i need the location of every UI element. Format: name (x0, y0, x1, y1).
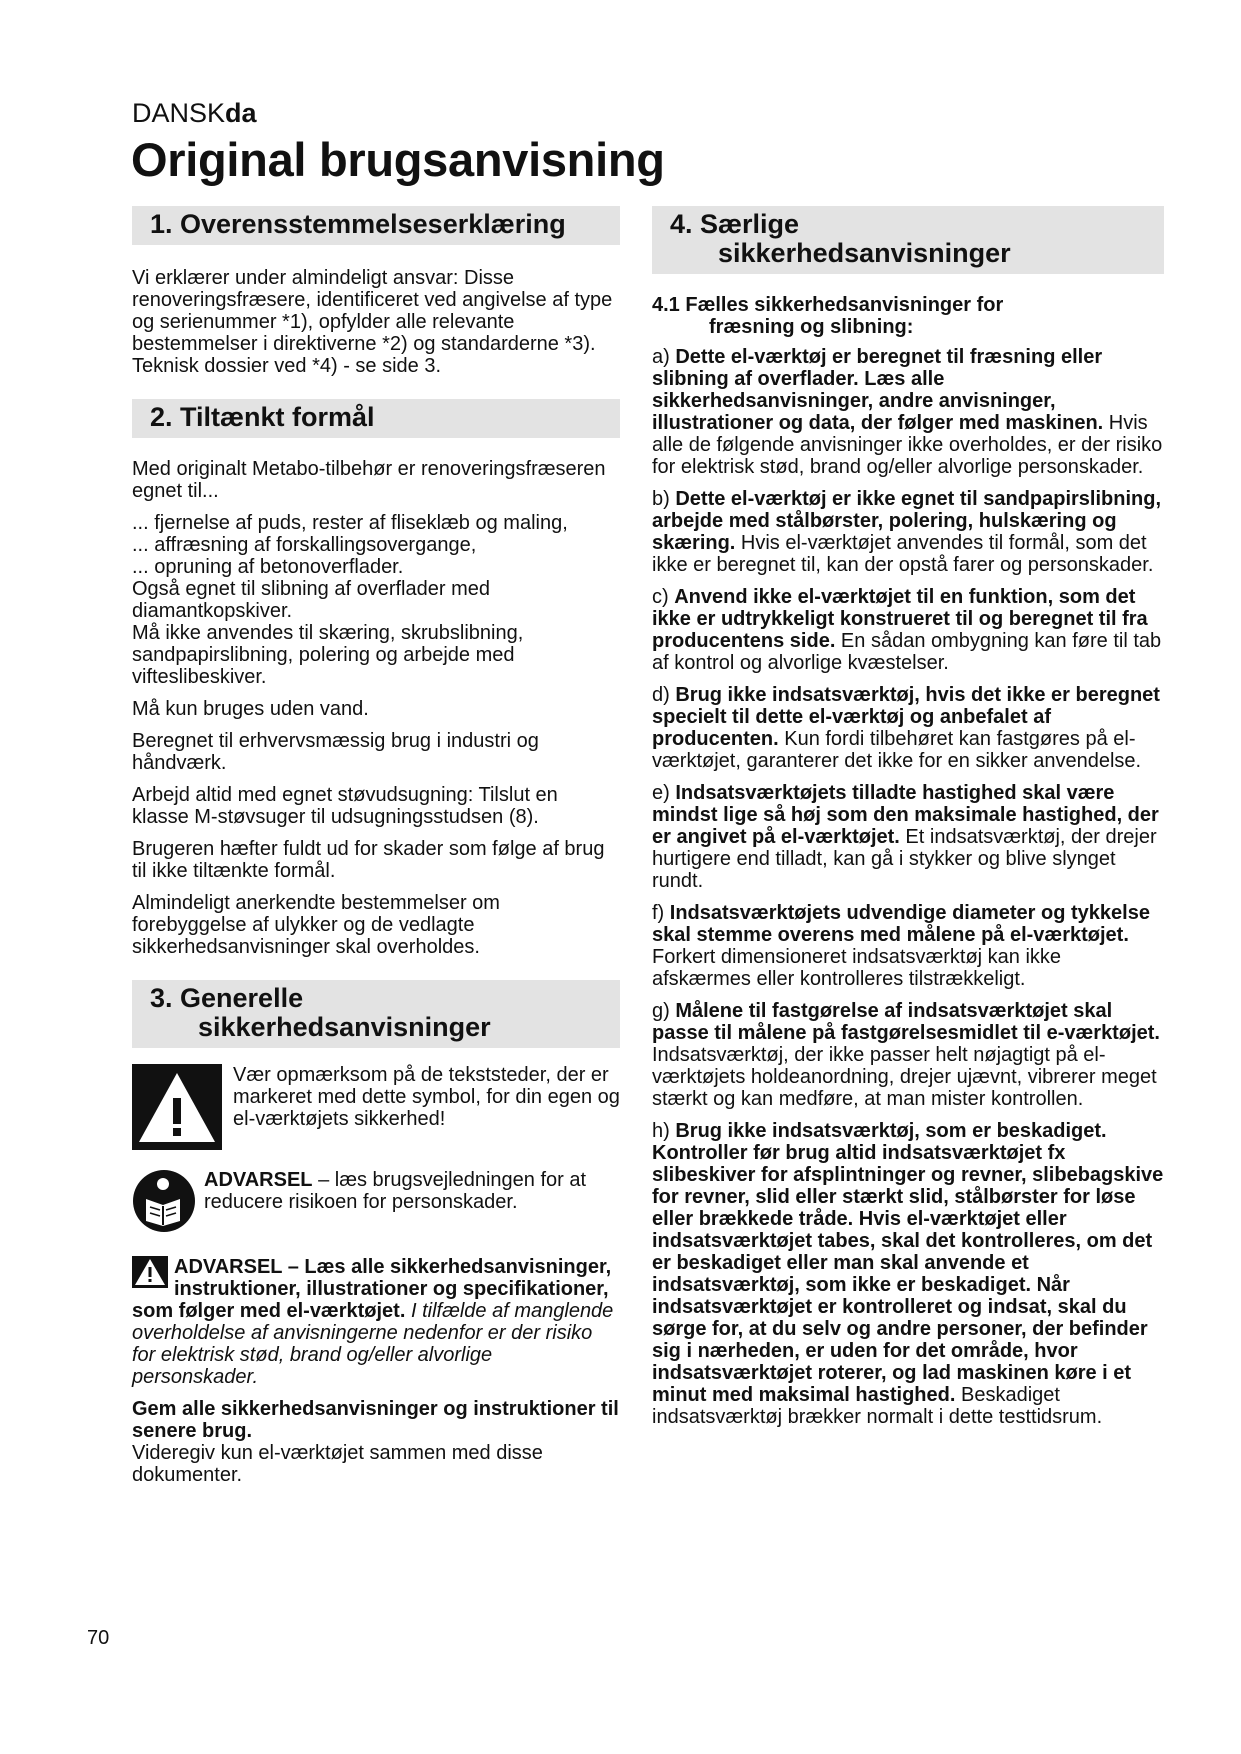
attention-text: Vær opmærksom på de tekststeder, der er markeret med dette symbol, for din egen og el-værktøjets sikkerhed! (233, 1064, 620, 1130)
item-text: Hvis el-værktøjet anvendes til formål, som det ikke er beregnet til, kan der opstå farer og personskader. (652, 532, 1154, 576)
safety-item-b (652, 488, 1164, 576)
section2-dust: Arbejd altid med egnet støvudsugning: Tilslut en klasse M-støvsuger til udsugningsstudsen (8). (132, 784, 558, 828)
section3-heading (132, 980, 620, 1048)
section2-commercial: Beregnet til erhvervsmæssig brug i industri og håndværk. (132, 730, 539, 774)
section1-text: Vi erklærer under almindeligt ansvar: Disse renoveringsfræsere, identificeret ved angivelse af type og serienummer *1), opfylder alle relevante bestemmelser i direktiverne *2) og standarderne *3). Teknisk dossier ved *4) - se side 3. (132, 267, 613, 377)
item-letter: b) (652, 488, 676, 510)
list-item: ... fjernelse af puds, rester af fliseklæb og maling, (132, 512, 568, 534)
page-number: 70 (87, 1627, 110, 1649)
keep-instructions-text: Videregiv kun el-værktøjet sammen med disse dokumenter. (132, 1442, 543, 1486)
section2-not: Må ikke anvendes til skæring, skrubslibning, sandpapirslibning, polering og arbejde med vifteslibeskiver. (132, 622, 524, 688)
section2-also: Også egnet til slibning af overflader med diamantkopskiver. (132, 578, 490, 622)
language-code: da (225, 98, 257, 128)
item-bold: Anvend ikke el-værktøjet til en funktion, som det ikke er udtrykkeligt konstrueret til og beregnet til fra producentens side. (652, 586, 1148, 652)
item-letter: h) (652, 1120, 676, 1142)
item-bold: Indsatsværktøjets tilladte hastighed skal være mindst lige så høj som den maksimale hastighed, der er angivet på el-værktøjet. (652, 782, 1159, 848)
keep-instructions-bold: Gem alle sikkerhedsanvisninger og instruktioner til senere brug. (132, 1398, 619, 1442)
left-column (132, 206, 620, 1486)
item-text: Kun fordi tilbehøret kan fastgøres på el-værktøjet, garanterer det ikke for en sikker anvendelse. (652, 728, 1142, 772)
keep-instructions (132, 1398, 620, 1486)
item-bold: Dette el-værktøj er ikke egnet til sandpapirslibning, arbejde med stålbørster, polering, hulskæring og skæring. (652, 488, 1162, 554)
section1-heading: 1. Overensstemmelseserklæring (132, 206, 620, 245)
safety-item-f (652, 902, 1164, 990)
section4-heading-line1: 4. Særlige (670, 209, 800, 239)
right-column (652, 206, 1164, 1438)
subsection-heading-line2: fræsning og slibning: (709, 316, 914, 338)
list-item: ... affræsning af forskallingsovergange, (132, 534, 477, 556)
item-bold: Brug ikke indsatsværktøj, som er beskadiget. Kontroller før brug altid indsatsværktøjet fx slibeskiver for afsplintninger og revner, slibebagskive for revner, slid eller stærkt slid, stålbørster for løse eller brækkede tråde. Hvis el-værktøjet eller indsatsværktøjet tabes, skal det kontrolleres, om det er beskadiget eller man skal anvende et indsatsværktøj, som ikke er beskadiget. Når indsatsværktøjet er kontrolleret og indsat, skal du sørge for, at du selv og andre personer, der befinder sig i nærheden, er uden for det område, hvor indsatsværktøjet roterer, og lad maskinen køre i et minut med maksimal hastighed. (652, 1120, 1164, 1406)
list-item: ... opruning af betonoverflader. (132, 556, 404, 578)
section2-intro: Med originalt Metabo-tilbehør er renoveringsfræseren egnet til... (132, 458, 606, 502)
item-letter: g) (652, 1000, 676, 1022)
subsection-4-1-heading (652, 294, 1164, 338)
section4-heading (652, 206, 1164, 274)
section2-liability: Brugeren hæfter fuldt ud for skader som følge af brug til ikke tiltænkte formål. (132, 838, 605, 882)
warning-triangle-icon (132, 1064, 222, 1155)
item-bold: Målene til fastgørelse af indsatsværktøjet skal passe til målene på fastgørelsesmidlet til e-værktøjet. (652, 1000, 1160, 1044)
manual-block (132, 1169, 620, 1238)
attention-block (132, 1064, 620, 1155)
section4-heading-line2: sikkerhedsanvisninger (718, 238, 1011, 268)
safety-item-h (652, 1120, 1164, 1428)
section3-heading-line1: 3. Generelle (150, 983, 304, 1013)
item-letter: c) (652, 586, 675, 608)
language-label (132, 98, 257, 129)
subsection-heading-line1: 4.1 Fælles sikkerhedsanvisninger for (652, 294, 1004, 316)
safety-item-c (652, 586, 1164, 674)
language-name: DANSK (132, 98, 226, 128)
page-title: Original brugsanvisning (131, 133, 665, 186)
item-text: En sådan ombygning kan føre til tab af kontrol og alvorlige kvæstelser. (652, 630, 1162, 674)
item-text: Et indsatsværktøj, der drejer hurtigere end tilladt, kan gå i stykker og blive slynget rundt. (652, 826, 1157, 892)
safety-item-a (652, 346, 1164, 478)
general-warning-bold: ADVARSEL – Læs alle sikkerhedsanvisninger, instruktioner, illustrationer og specifikationer, som følger med el-værktøjet. (132, 1256, 612, 1322)
safety-item-g (652, 1000, 1164, 1110)
item-bold: Brug ikke indsatsværktøj, hvis det ikke er beregnet specielt til dette el-værktøj og anbefalet af producenten. (652, 684, 1160, 750)
item-letter: d) (652, 684, 676, 706)
item-bold: Indsatsværktøjets udvendige diameter og tykkelse skal stemme overens med målene på el-værktøjet. (652, 902, 1150, 946)
section2-rules: Almindeligt anerkendte bestemmelser om forebyggelse af ulykker og de vedlagte sikkerhedsanvisninger skal overholdes. (132, 892, 500, 958)
item-letter: a) (652, 346, 676, 368)
read-manual-icon (132, 1169, 196, 1238)
manual-text-body: – læs brugsvejledningen for at reducere risikoen for personskader. (204, 1169, 587, 1213)
item-text: Forkert dimensioneret indsatsværktøj kan ikke afskærmes eller kontrolleres tilstrækkeligt. (652, 946, 1062, 990)
item-text: Beskadiget indsatsværktøj brækker normalt i dette testtidsrum. (652, 1384, 1103, 1428)
item-text: Indsatsværktøj, der ikke passer helt nøjagtigt på el-værktøjets holdeanordning, drejer ujævnt, vibrerer meget stærkt og kan medføre, at man mister kontrollen. (652, 1044, 1157, 1110)
section2-water: Må kun bruges uden vand. (132, 698, 369, 720)
general-warning (132, 1256, 620, 1388)
item-bold: Dette el-værktøj er beregnet til fræsning eller slibning af overflader. Læs alle sikkerhedsanvisninger, andre anvisninger, illustrationer og data, der følger med maskinen. (652, 346, 1104, 434)
safety-item-d (652, 684, 1164, 772)
manual-warning-label: ADVARSEL (204, 1169, 313, 1191)
section3-heading-line2: sikkerhedsanvisninger (198, 1012, 491, 1042)
manual-text (204, 1169, 620, 1213)
safety-item-e (652, 782, 1164, 892)
item-letter: e) (652, 782, 676, 804)
general-warning-italic: I tilfælde af manglende overholdelse af anvisningerne nedenfor er der risiko for elektrisk stød, brand og/eller alvorlige personskader. (132, 1300, 614, 1388)
item-letter: f) (652, 902, 670, 924)
section2-heading: 2. Tiltænkt formål (132, 399, 620, 438)
item-text: Hvis alle de følgende anvisninger ikke overholdes, er der risiko for elektrisk stød, brand og/eller alvorlige personskader. (652, 412, 1163, 478)
small-warning-triangle-icon (132, 1256, 168, 1293)
